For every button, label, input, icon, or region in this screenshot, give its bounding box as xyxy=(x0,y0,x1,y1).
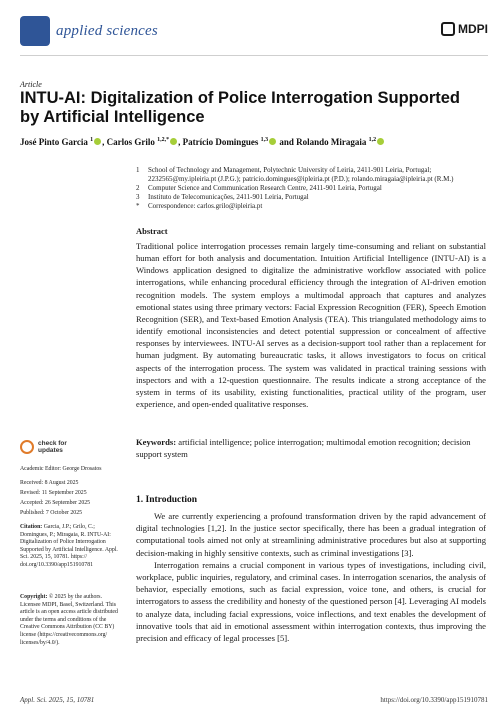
footer-doi-link[interactable]: https://doi.org/10.3390/app151910781 xyxy=(380,696,488,704)
introduction-body xyxy=(136,510,486,644)
citation-label: Citation: xyxy=(20,524,43,530)
affiliation-text: Computer Science and Communication Research Centre, 2411-901 Leiria, Portugal xyxy=(148,184,382,192)
copyright-block xyxy=(20,594,124,647)
affiliation-text: School of Technology and Management, Polytechnic University of Leiria, 2411-901 Leiria, Portugal; xyxy=(148,166,432,174)
intro-paragraph: Interrogation remains a crucial component in various types of investigations, including civil, workplace, public inquiries, regulatory, and criminal cases. In interrogation scenarios, the analysis of behavior, especially emotions, such as facial expression, voice tone, and others, is crucial for interrogators to assess the credibility and honesty of the questioned person [4]. Leveraging AI models to analyze data, including facial expressions, voice inflections, and text enables the development of innovative tools that aid in emotional assessment within interrogation contexts, thus improving the precision and efficacy of legal processes [5]. xyxy=(136,559,486,644)
author-affiliation-sup: 1,2 xyxy=(368,137,377,143)
citation-text[interactable]: Garcia, J.P.; Grilo, C.; Domingues, P.; Miragaia, R. INTU-AI: Digitalization of Police Interrogation Supported by Artificial Intelligence. Appl. Sci. 2025, 15, 10781. https:// doi.org/10.3390/app151910781 xyxy=(20,524,118,568)
section-heading-introduction: 1. Introduction xyxy=(136,495,198,505)
author-line: José Pinto Garcia $^1$ , Carlos Grilo $^{1,2,*}$ , Patrício Domingues $^{1,3}$ and Rolando Miragaia $^{1,2}$ xyxy=(20,137,385,147)
publisher-logo[interactable] xyxy=(441,22,488,36)
header-divider xyxy=(20,55,488,56)
author-affiliation-sup: 1,3 xyxy=(260,137,269,143)
abstract-heading: Abstract xyxy=(136,226,168,236)
affiliation-number: * xyxy=(136,202,140,210)
affiliation-emails[interactable]: 2232565@my.ipleiria.pt (J.P.G.); patricio.domingues@ipleiria.pt (P.D.); rolando.miragaia@ipleiria.pt (R.M.) xyxy=(148,175,454,183)
intro-paragraph: We are currently experiencing a profound transformation driven by the rapid advancement of digital technologies [1,2]. In the justice sector specifically, there has been a gradual integration of computational tools aimed not only at streamlining administrative procedures but also at supporting decision-making in highly sensitive contexts, such as criminal investigations [3]. xyxy=(136,511,486,558)
received-date: Received: 8 August 2025 xyxy=(20,480,79,486)
footer-citation: Appl. Sci. 2025, 15, 10781 xyxy=(20,696,95,704)
affiliation-number: 1 xyxy=(136,166,140,174)
accepted-date: Accepted: 26 September 2025 xyxy=(20,500,91,506)
journal-name[interactable]: applied sciences xyxy=(56,23,158,39)
mdpi-logo-icon xyxy=(441,22,455,36)
correspondence-email[interactable]: Correspondence: carlos.grilo@ipleiria.pt xyxy=(148,202,263,210)
author-name[interactable]: José Pinto Garcia xyxy=(20,137,88,147)
affiliation-number: 2 xyxy=(136,184,140,192)
affiliation-number: 3 xyxy=(136,193,140,201)
author-affiliation-sup: 1 xyxy=(90,137,94,143)
check-updates-label: check for updates xyxy=(38,440,67,454)
affiliation-text: Instituto de Telecomunicações, 2411-901 Leiria, Portugal xyxy=(148,193,309,201)
keywords-text: artificial intelligence; police interrogation; multimodal emotion recognition; decision support system xyxy=(136,437,471,460)
orcid-icon[interactable] xyxy=(170,138,177,145)
author-name[interactable]: Carlos Grilo xyxy=(106,137,155,147)
author-name[interactable]: Rolando Miragaia xyxy=(296,137,367,147)
citation-block xyxy=(20,524,124,570)
copyright-text: © 2025 by the authors. Licensee MDPI, Basel, Switzerland. This article is an open access article distributed under the terms and conditions of the Creative Commons Attribution (CC BY) license (https://creativecommons.org/ licenses/by/4.0/). xyxy=(20,594,118,646)
copyright-label: Copyright: xyxy=(20,594,48,600)
revised-date: Revised: 11 September 2025 xyxy=(20,490,87,496)
orcid-icon[interactable] xyxy=(269,138,276,145)
journal-logo-icon xyxy=(20,16,50,46)
keywords xyxy=(136,436,486,460)
article-title: INTU-AI: Digitalization of Police Interrogation Supported by Artificial Intelligence xyxy=(20,89,460,126)
author-name[interactable]: Patrício Domingues xyxy=(182,137,259,147)
published-date: Published: 7 October 2025 xyxy=(20,510,82,516)
orcid-icon[interactable] xyxy=(377,138,384,145)
abstract-text: Traditional police interrogation processes remain largely time-consuming and reliant on substantial human effort for both analysis and documentation. Intuition Artificial Intelligence (INTU-AI) is a Windows application designed to digitalize the administrative workflow associated with police interrogations, while enhancing procedural efficiency through the integration of AI-driven emotion recognition models. The system employs a multimodal approach that captures and analyzes emotional states using three primary vectors: Facial Expression Recognition (FER), Speech Emotion Recognition (SER), and Text-based Emotion Analysis (TEA). This triangulated methodology aims to identify emotional inconsistencies and detect potential suppression or concealment of affective responses by interviewees. INTU-AI serves as a decision-support tool rather than a replacement for human judgment. By automating bureaucratic tasks, it allows investigators to focus on critical aspects of the interrogation process. The system was validated in practical training sessions with inspectors and with a 12-question questionnaire. The results indicate a strong acceptance of the system in terms of its usability, existing functionalities, practical utility of the program, user experience, and open-ended qualitative responses. xyxy=(136,241,486,410)
article-type: Article xyxy=(20,80,42,89)
keywords-label: Keywords: xyxy=(136,437,177,447)
publisher-name: MDPI xyxy=(458,22,488,36)
author-connector: and xyxy=(279,137,294,147)
author-affiliation-sup: 1,2,* xyxy=(157,137,170,143)
academic-editor: Academic Editor: George Drosatos xyxy=(20,466,102,472)
orcid-icon[interactable] xyxy=(94,138,101,145)
check-updates-icon xyxy=(20,440,34,454)
